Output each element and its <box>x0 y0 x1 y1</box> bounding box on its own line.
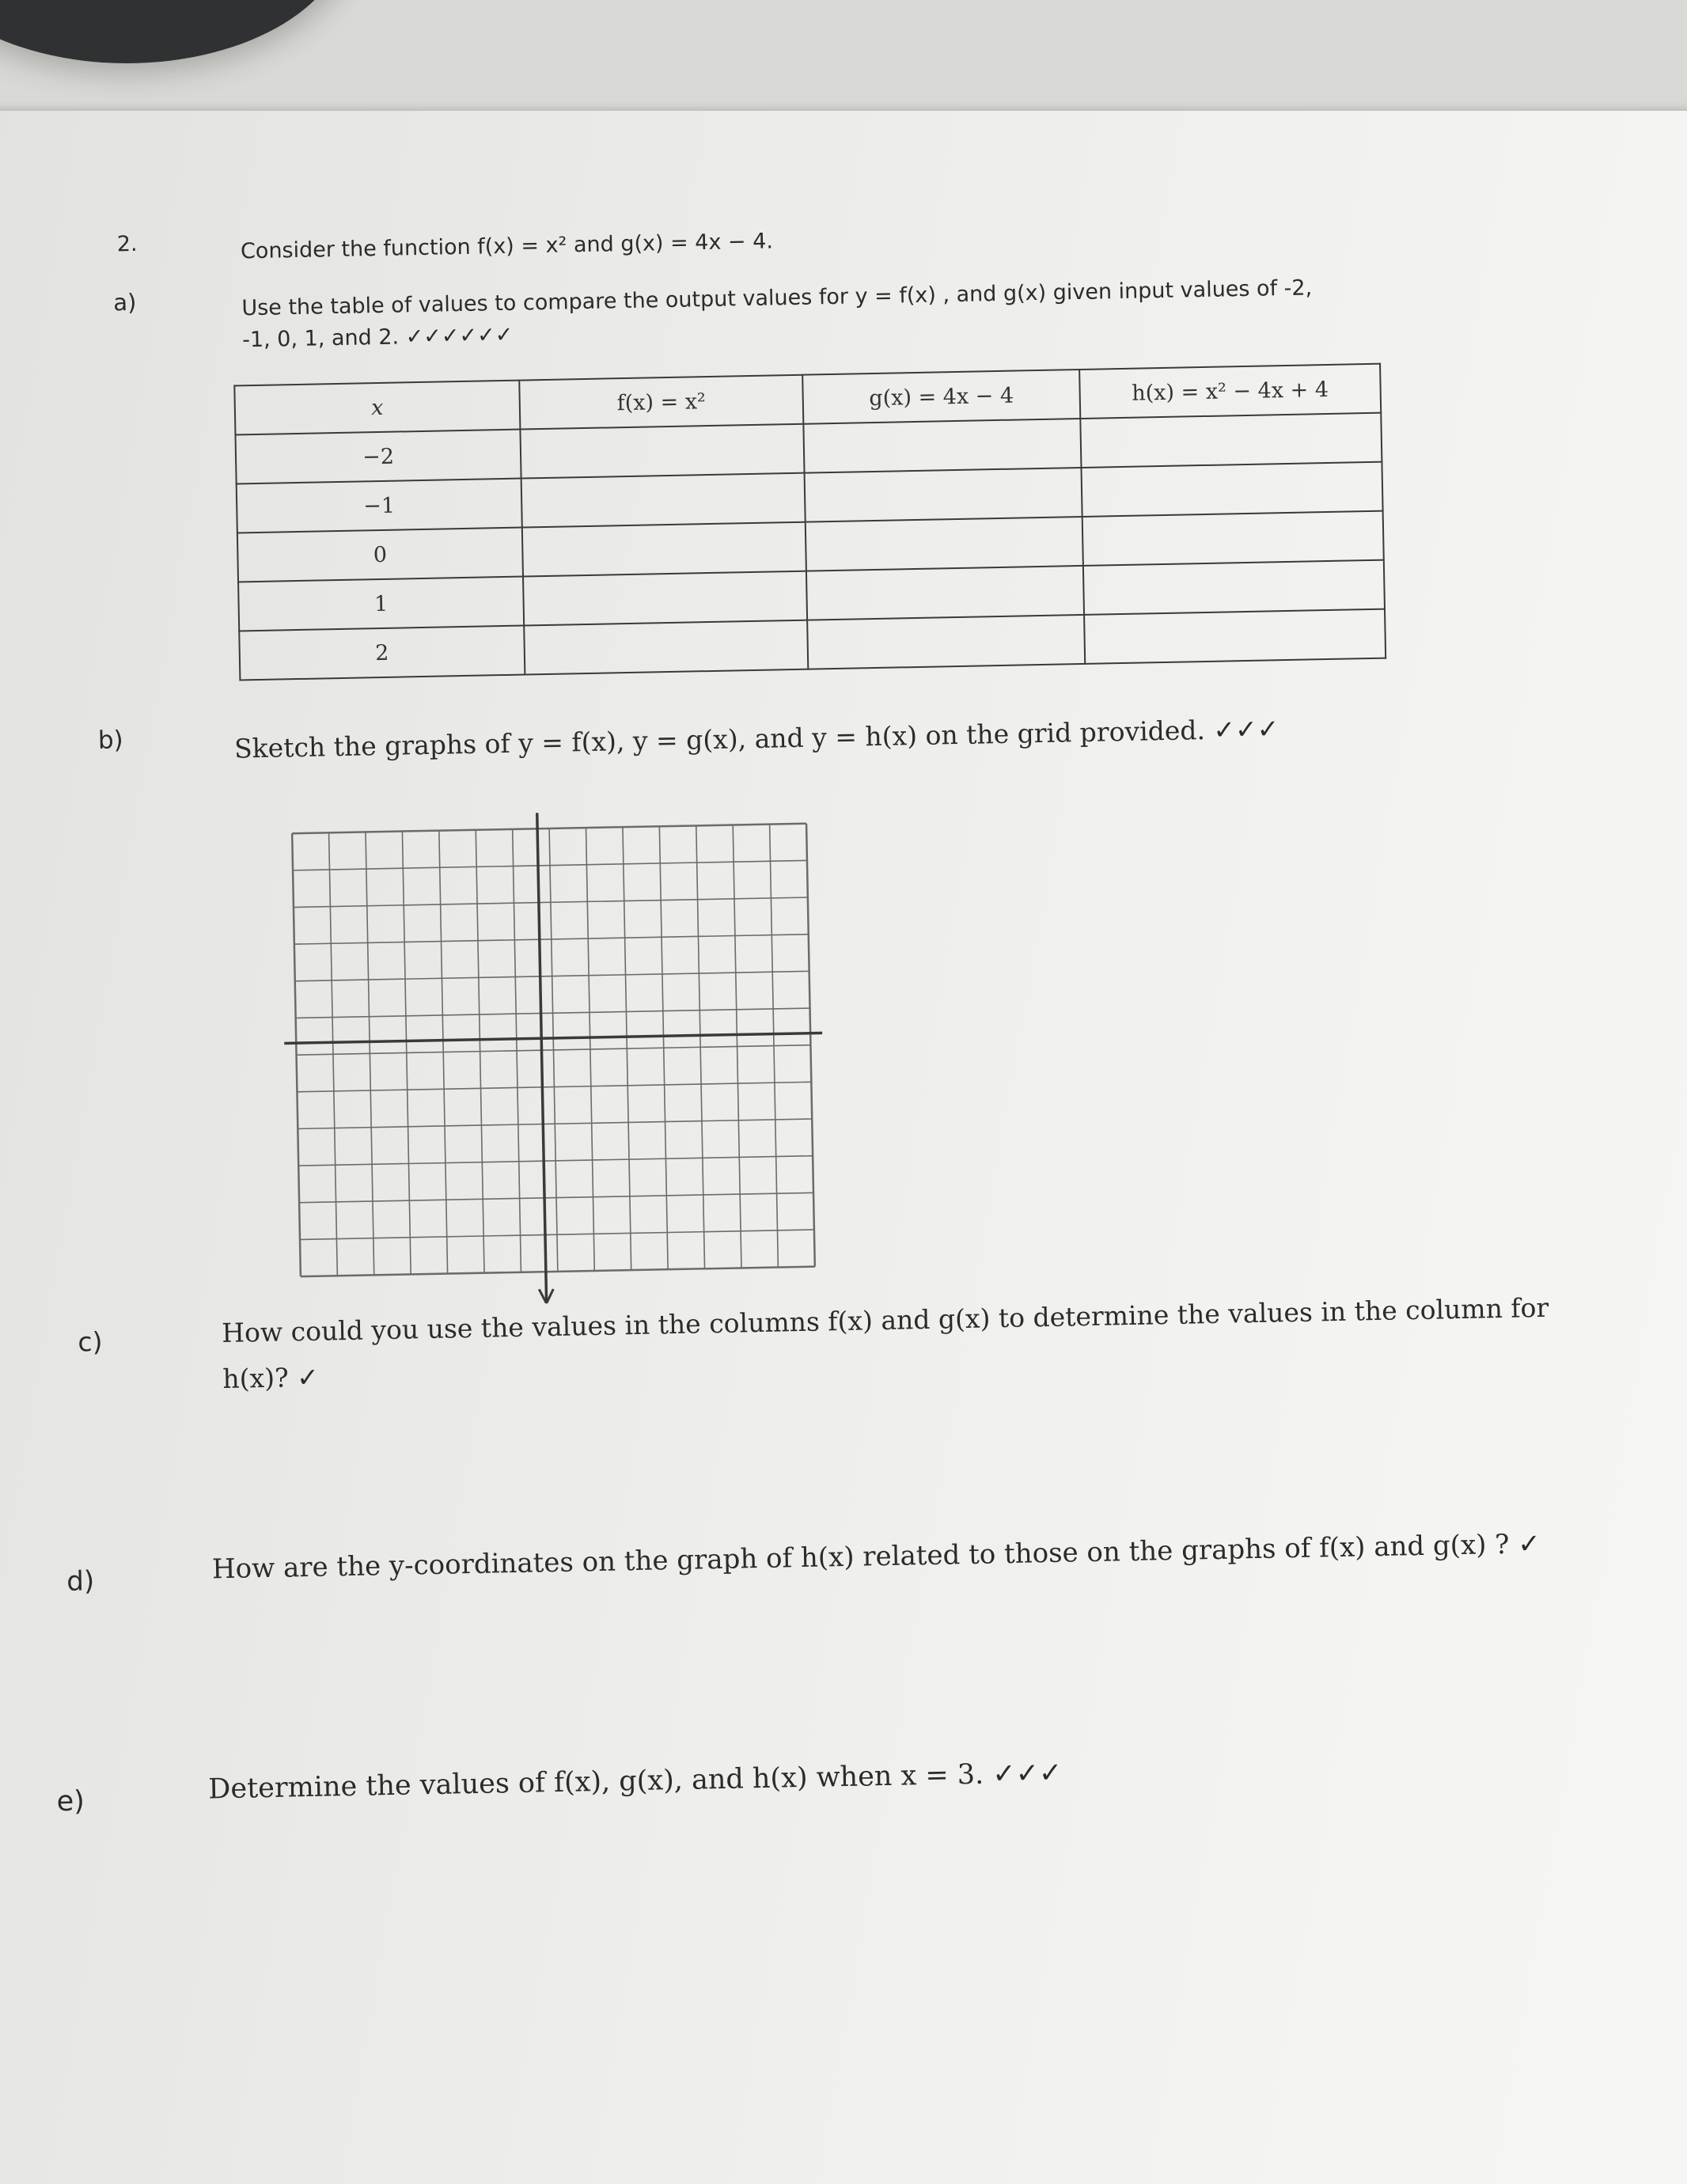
part-d-label: d) <box>66 1565 95 1598</box>
g-value-cell[interactable] <box>803 419 1081 473</box>
f-value-cell[interactable] <box>522 522 806 577</box>
question-intro: Consider the function f(x) = x² and g(x) = 4x − 4. <box>240 229 774 264</box>
part-e-label: e) <box>56 1785 85 1818</box>
h-value-cell[interactable] <box>1083 560 1385 615</box>
f-value-cell[interactable] <box>520 424 804 479</box>
x-value-cell: −1 <box>237 479 522 533</box>
x-value-cell: 1 <box>238 577 524 631</box>
y-axis <box>536 807 546 1303</box>
x-axis-right-arrow <box>824 1026 828 1040</box>
h-value-cell[interactable] <box>1081 462 1382 517</box>
header-g: g(x) = 4x − 4 <box>802 370 1080 424</box>
part-b-label: b) <box>97 726 123 755</box>
g-value-cell[interactable] <box>805 468 1082 522</box>
header-h: h(x) = x² − 4x + 4 <box>1079 364 1381 419</box>
f-value-cell[interactable] <box>524 620 808 675</box>
part-d-text: How are the y-coordinates on the graph of h(x) related to those on the graphs of f(x) and g(x) ? ✓ <box>211 1528 1541 1586</box>
y-axis-up-arrow <box>529 807 544 808</box>
table-of-values <box>233 363 1386 681</box>
part-a-label: a) <box>112 288 137 317</box>
h-value-cell[interactable] <box>1082 511 1384 566</box>
grid-lines <box>292 824 815 1276</box>
question-number: 2. <box>116 231 138 257</box>
x-value-cell: −2 <box>235 430 521 484</box>
part-c-label: c) <box>78 1325 103 1358</box>
g-value-cell[interactable] <box>807 615 1085 669</box>
part-a-text-line1: Use the table of values to compare the output values for y = f(x) , and g(x) given input values of -2, <box>241 275 1313 321</box>
part-c-text-line1: How could you use the values in the columns f(x) and g(x) to determine the values in the column for <box>221 1291 1549 1349</box>
header-x: x <box>234 381 520 435</box>
h-value-cell[interactable] <box>1084 609 1386 664</box>
coordinate-grid-svg[interactable] <box>280 807 828 1308</box>
header-f: f(x) = x² <box>519 375 803 430</box>
g-value-cell[interactable] <box>806 566 1084 620</box>
coordinate-grid[interactable] <box>280 807 828 1311</box>
x-value-cell: 2 <box>239 626 525 681</box>
part-b-text: Sketch the graphs of y = f(x), y = g(x), and y = h(x) on the grid provided. ✓✓✓ <box>233 713 1279 764</box>
x-axis-left-arrow <box>280 1036 283 1050</box>
part-a-text-line2: -1, 0, 1, and 2. ✓✓✓✓✓✓ <box>241 322 514 353</box>
f-value-cell[interactable] <box>523 571 807 626</box>
part-e-text: Determine the values of f(x), g(x), and h(x) when x = 3. ✓✓✓ <box>207 1757 1063 1806</box>
part-c-text-line2: h(x)? ✓ <box>222 1361 320 1395</box>
h-value-cell[interactable] <box>1080 413 1382 468</box>
g-value-cell[interactable] <box>806 517 1083 571</box>
x-value-cell: 0 <box>237 528 523 582</box>
f-value-cell[interactable] <box>521 473 806 528</box>
